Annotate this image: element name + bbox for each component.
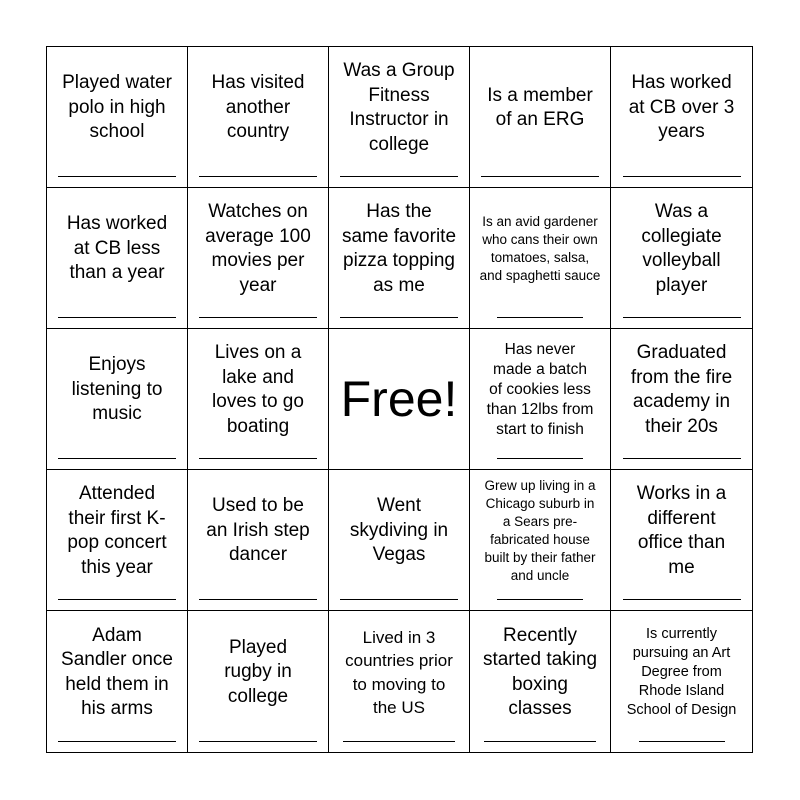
square-text: Has worked at CB less than a year [66, 213, 168, 284]
signature-line [58, 458, 176, 459]
square-text: Played water polo in high school [62, 72, 172, 143]
square-text: Watches on average 100 movies per year [205, 201, 311, 296]
square-text: Has never made a batch of cookies less than 12lbs from start to finish [486, 341, 594, 438]
bingo-board [46, 46, 753, 753]
free-square-label: Free! [340, 371, 458, 427]
square-text: Graduated from the fire academy in their 20s [630, 342, 733, 437]
square-text: Was a collegiate volleyball player [641, 201, 722, 296]
square-text: Enjoys listening to music [71, 354, 163, 425]
signature-line [623, 176, 741, 177]
signature-line [340, 599, 458, 600]
signature-line [58, 317, 176, 318]
square-text: Grew up living in a Chicago suburb in a Sears pre- fabricated house built by their father and uncle [484, 478, 596, 583]
signature-line [199, 317, 317, 318]
square-text: Works in a different office than me [636, 483, 727, 578]
bingo-square-6[interactable] [47, 188, 188, 329]
signature-line [623, 599, 741, 600]
bingo-square-23[interactable] [329, 611, 470, 752]
bingo-square-21[interactable] [47, 611, 188, 752]
signature-line [199, 741, 317, 742]
square-text: Lives on a lake and loves to go boating [212, 342, 304, 437]
bingo-square-7[interactable] [188, 188, 329, 329]
square-text: Has the same favorite pizza topping as me [341, 201, 457, 296]
square-text: Is currently pursuing an Art Degree from Rhode Island School of Design [626, 626, 737, 718]
bingo-square-11[interactable] [47, 329, 188, 470]
square-text: Adam Sandler once held them in his arms [61, 624, 173, 719]
signature-line [497, 599, 583, 600]
square-text: Has visited another country [211, 72, 305, 143]
bingo-square-12[interactable] [188, 329, 329, 470]
bingo-square-19[interactable] [470, 470, 611, 611]
bingo-square-24[interactable] [470, 611, 611, 752]
signature-line [58, 741, 176, 742]
bingo-square-25[interactable] [611, 611, 752, 752]
bingo-square-8[interactable] [329, 188, 470, 329]
bingo-square-1[interactable] [47, 47, 188, 188]
square-text: Is an avid gardener who cans their own tomatoes, salsa, and spaghetti sauce [479, 214, 601, 283]
bingo-square-22[interactable] [188, 611, 329, 752]
signature-line [497, 317, 583, 318]
bingo-square-15[interactable] [611, 329, 752, 470]
signature-line [497, 458, 583, 459]
square-text: Went skydiving in Vegas [349, 495, 449, 566]
bingo-square-14[interactable] [470, 329, 611, 470]
bingo-square-17[interactable] [188, 470, 329, 611]
bingo-square-20[interactable] [611, 470, 752, 611]
square-text: Has worked at CB over 3 years [628, 72, 735, 143]
signature-line [199, 176, 317, 177]
bingo-square-2[interactable] [188, 47, 329, 188]
signature-line [340, 317, 458, 318]
bingo-square-5[interactable] [611, 47, 752, 188]
square-text: Lived in 3 countries prior to moving to the US [345, 627, 453, 717]
signature-line [343, 741, 455, 742]
signature-line [639, 741, 725, 742]
free-square[interactable] [329, 329, 470, 470]
bingo-square-4[interactable] [470, 47, 611, 188]
signature-line [623, 458, 741, 459]
signature-line [58, 176, 176, 177]
square-text: Used to be an Irish step dancer [206, 495, 310, 566]
square-text: Was a Group Fitness Instructor in college [343, 60, 455, 155]
signature-line [340, 176, 458, 177]
bingo-square-10[interactable] [611, 188, 752, 329]
square-text: Recently started taking boxing classes [482, 624, 598, 719]
bingo-square-18[interactable] [329, 470, 470, 611]
bingo-square-16[interactable] [47, 470, 188, 611]
signature-line [481, 176, 599, 177]
square-text: Is a member of an ERG [487, 84, 593, 130]
square-text: Attended their first K- pop concert this year [67, 483, 167, 578]
signature-line [199, 599, 317, 600]
signature-line [484, 741, 596, 742]
signature-line [623, 317, 741, 318]
bingo-square-9[interactable] [470, 188, 611, 329]
bingo-square-3[interactable] [329, 47, 470, 188]
square-text: Played rugby in college [224, 636, 292, 707]
signature-line [58, 599, 176, 600]
signature-line [199, 458, 317, 459]
